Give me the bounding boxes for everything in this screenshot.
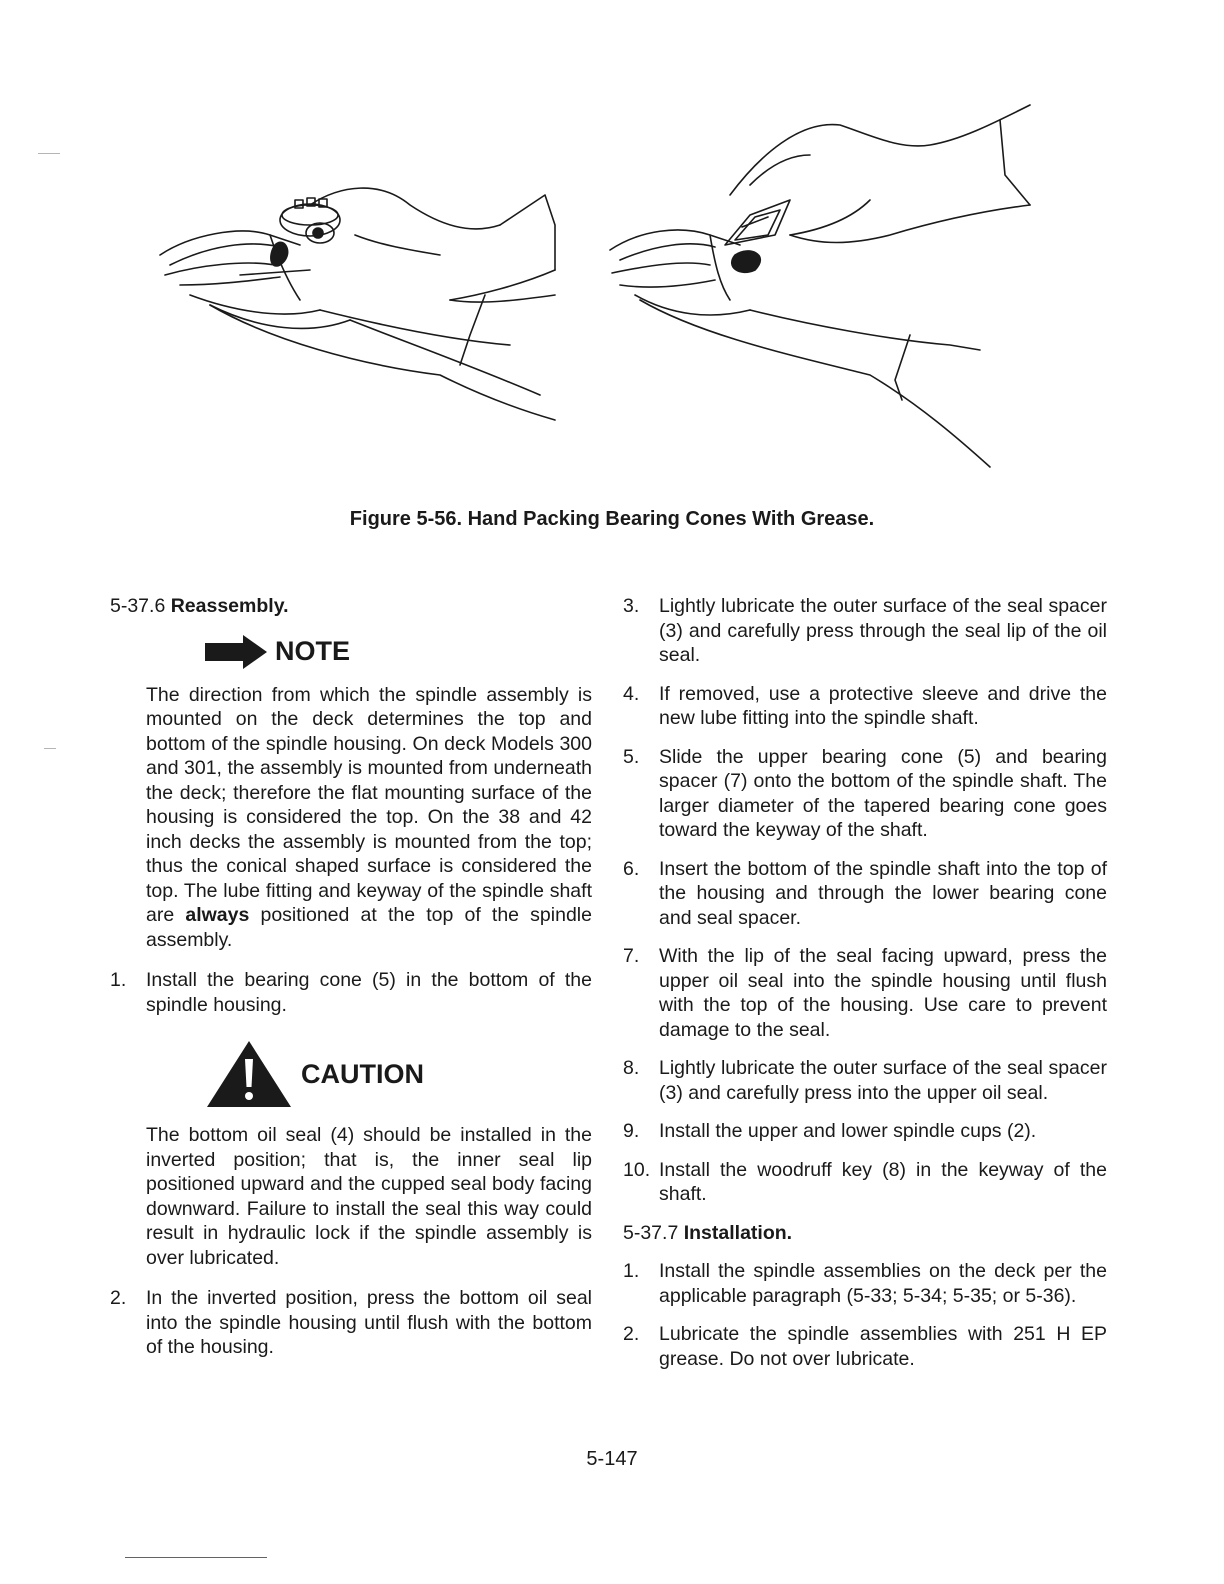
step-number: 3.: [623, 595, 640, 617]
reassembly-step: [623, 682, 1107, 731]
step-text: Slide the upper bearing cone (5) and bearing spacer (7) onto the bottom of the spindle shaft. The larger diameter of the tapered bearing cone goes toward the keyway of the shaft.: [659, 745, 1107, 841]
step-number: 7.: [623, 945, 640, 967]
installation-step: [623, 1322, 1107, 1371]
step-number: 6.: [623, 857, 640, 880]
step-number: 2.: [623, 1323, 640, 1345]
caution-body: The bottom oil seal (4) should be installed in the inverted position; that is, the inner seal lip positioned upward and the cupped seal body facing downward. Failure to install the seal this way could result in hydraulic lock if the spindle assembly is over lubricated.: [146, 1124, 592, 1269]
step-text: Install the spindle assemblies on the deck per the applicable paragraph (5-33; 5-34; 5-35; or 5-36).: [659, 1260, 1107, 1307]
note-emphasis: always: [185, 904, 250, 926]
step-text: Install the woodruff key (8) in the keyway of the shaft.: [659, 1158, 1107, 1205]
installation-title: Installation.: [683, 1221, 793, 1244]
step-text: Lightly lubricate the outer surface of the seal spacer (3) and carefully press through the seal lip of the oil seal.: [659, 595, 1107, 666]
reassembly-number: 5-37.6: [110, 595, 166, 617]
reassembly-step: [623, 1158, 1107, 1207]
step-number: 10.: [623, 1158, 651, 1181]
installation-heading: [623, 1221, 1107, 1246]
reassembly-step: [623, 1056, 1107, 1105]
caution-callout: [205, 1039, 592, 1109]
scan-mark: [44, 748, 56, 749]
caution-label: CAUTION: [301, 1058, 424, 1089]
step-number: 1.: [110, 969, 127, 991]
reassembly-step: [623, 1119, 1107, 1144]
reassembly-step: [110, 968, 592, 1017]
step-number: 1.: [623, 1260, 640, 1282]
step-text: Lightly lubricate the outer surface of the seal spacer (3) and carefully press into the upper oil seal.: [659, 1057, 1107, 1104]
step-text: If removed, use a protective sleeve and drive the new lube fitting into the spindle shaft.: [659, 682, 1107, 729]
right-column: [623, 594, 1107, 1385]
step-text: With the lip of the seal facing upward, press the upper oil seal into the spindle housing until flush with the top of the housing. Use care to prevent damage to the seal.: [659, 945, 1107, 1041]
note-label: NOTE: [275, 636, 351, 667]
note-text: The direction from which the spindle assembly is mounted on the deck determines the top and bottom of the spindle housing. On deck Models 300 and 301, the assembly is mounted from underneath the deck; therefore the flat mounting surface of the housing is considered the top. On the 38 and 42 inch decks the assembly is mounted from the top; thus the conical shaped surface is considered the top. The lube fitting and keyway of the spindle shaft are: [146, 683, 592, 926]
step-text: Install the upper and lower spindle cups (2).: [659, 1120, 1037, 1142]
step-number: 9.: [623, 1120, 640, 1142]
installation-number: 5-37.7: [623, 1221, 679, 1244]
reassembly-step: [623, 857, 1107, 931]
left-hand-illustration: [160, 188, 555, 420]
step-text: Lubricate the spindle assemblies with 251 H EP grease. Do not over lubricate.: [659, 1323, 1107, 1370]
note-text-end: positioned at the top of the spindle assembly.: [146, 904, 592, 951]
footer-rule: [125, 1557, 267, 1558]
left-column: [110, 594, 592, 1374]
installation-step: [623, 1259, 1107, 1308]
step-text: Insert the bottom of the spindle shaft into the top of the housing and through the lower bearing cone and seal spacer.: [659, 857, 1107, 929]
reassembly-step: [623, 944, 1107, 1042]
right-hand-illustration: [610, 105, 1030, 467]
note-body: [146, 683, 592, 953]
reassembly-step: [623, 594, 1107, 668]
reassembly-title: Reassembly.: [170, 595, 289, 617]
arrow-right-icon: [205, 635, 267, 669]
scan-mark: [38, 153, 60, 154]
step-text: Install the bearing cone (5) in the bottom of the spindle housing.: [146, 969, 592, 1016]
reassembly-step: [623, 745, 1107, 843]
figure-illustration: [150, 95, 1050, 480]
step-number: 5.: [623, 745, 640, 768]
reassembly-step: [110, 1286, 592, 1360]
warning-triangle-icon: [205, 1039, 293, 1109]
figure-caption: Figure 5-56. Hand Packing Bearing Cones With Grease.: [349, 508, 875, 530]
step-text: In the inverted position, press the bottom oil seal into the spindle housing until flush with the bottom of the housing.: [146, 1287, 592, 1358]
step-number: 2.: [110, 1287, 127, 1309]
step-number: 8.: [623, 1057, 640, 1079]
note-callout: [205, 635, 592, 669]
step-number: 4.: [623, 682, 640, 705]
page-number: 5-147: [586, 1448, 638, 1470]
reassembly-heading: [110, 594, 592, 619]
